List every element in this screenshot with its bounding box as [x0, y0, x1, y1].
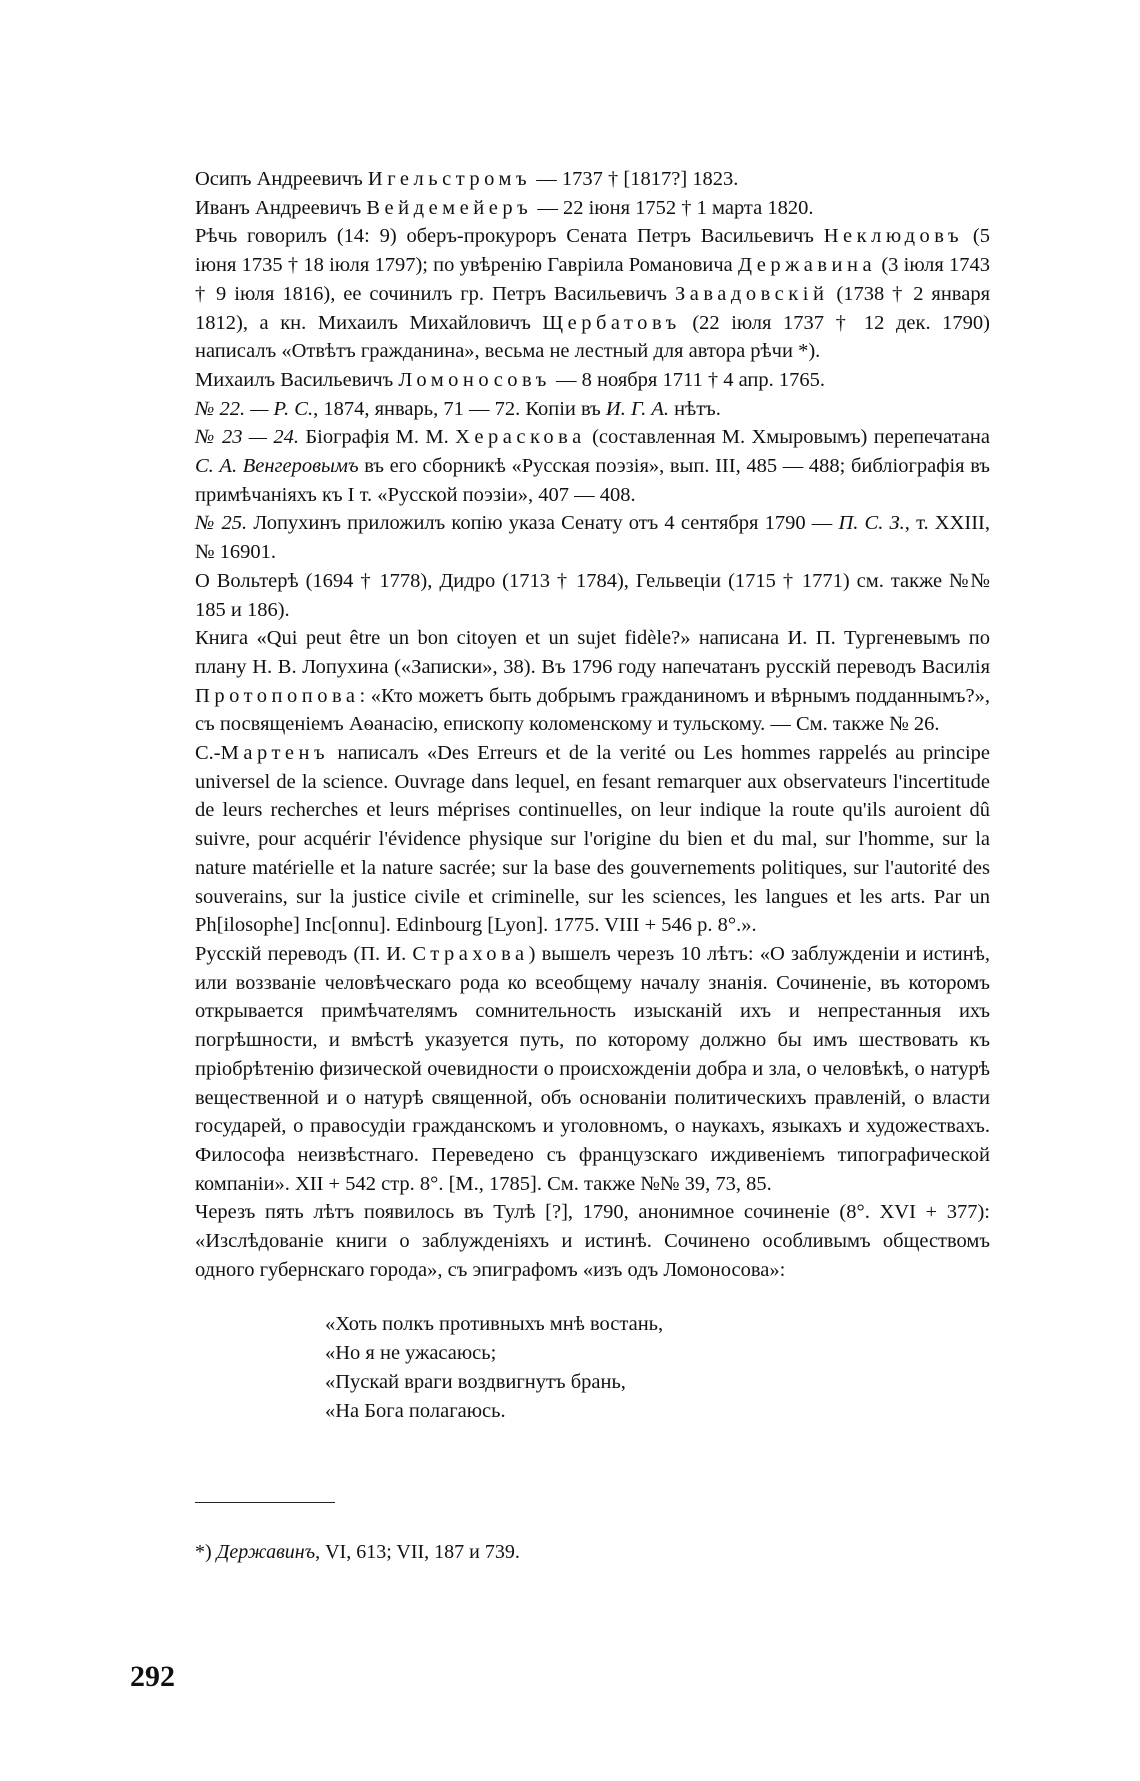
text-segment: написалъ «Des Erreurs et de la verité ou Les hommes rappelés au principe universel de la science. Ouvrage dans lequel, en fesant remarquer aux observateurs l'incertitude de leurs recherches et leurs méprises continuelles, on leur indique la route qu'ils auroient dû suivre, pour acquérir l'évidence physique sur l'origine du bien et du mal, sur l'homme, sur la nature matérielle et la nature sacrée; sur la base des gouvernements politiques, sur l'autorité des souverains, sur la justice civile et criminelle, sur les sciences, les langues et les arts. Par un Ph[ilosophe] Inc[onnu]. Edinbourg [Lyon]. 1775. VIII + 546 p. 8°.». [195, 742, 990, 937]
text-segment: — 1737 † [1817?] 1823. [531, 168, 739, 190]
text-segment: , т. XXIII, № 16901. [195, 512, 990, 564]
text-segment: Лопухинъ приложилъ копію указа Сенату отъ 4 сентября 1790 — [247, 512, 839, 535]
text-segment: (22 іюля 1737 † 12 дек. 1790) написалъ «Отвѣтъ гражданина», весьма не лестный для автора рѣчи *). [195, 311, 990, 363]
spaced-name: Протопопова [195, 684, 360, 707]
verse-line: «Пускай враги воздвигнутъ брань, [325, 1371, 626, 1394]
italic-text: № 23 — 24. [195, 426, 300, 449]
spaced-name: Завадовскій [674, 282, 829, 305]
text-segment: Біографія М. М. [299, 426, 456, 449]
paragraph [195, 222, 990, 366]
spaced-name: Ломоносовъ [398, 368, 551, 391]
paragraph [195, 194, 990, 223]
text-segment: Книга «Qui peut être un bon citoyen et un sujet fidèle?» написана И. П. Тургеневымъ по плану Н. В. Лопухина («Записки», 38). Въ 1796 году напечатанъ русскій переводъ Василія [195, 627, 990, 678]
text-segment: Михаилъ Васильевичъ [195, 368, 399, 391]
paragraph [195, 940, 990, 1198]
paragraph [195, 366, 990, 395]
text-segment: О Вольтерѣ (1694 † 1778), Дидро (1713 † 1784), Гельвеціи (1715 † 1771) см. также №№ 185 и 186). [195, 569, 990, 621]
text-segment: въ его сборникѣ «Русская поэзія», вып. III, 485 — 488; библіографія въ примѣчаніяхъ къ I т. «Русской поэзіи», 407 — 408. [195, 455, 991, 506]
spaced-name: Страхова [412, 942, 529, 965]
spaced-name: Вейдемейеръ [366, 196, 533, 219]
text-segment: — 22 іюня 1752 † 1 марта 1820. [532, 196, 814, 219]
paragraph [195, 165, 990, 194]
spaced-name: Хераскова [455, 426, 586, 449]
text-segment: (составленная М. Хмыровымъ) перепечатана [585, 426, 990, 449]
epigraph-verse [325, 1310, 990, 1426]
spaced-name: Мартенъ [220, 742, 330, 765]
text-segment: Черезъ пять лѣтъ появилось въ Тулѣ [?], 1790, анонимное сочиненіе (8°. XVI + 377): «Изслѣдованіе книги о заблужденіяхъ и истинѣ. Сочинено особливымъ обществомъ одного губернскаго города», съ эпиграфомъ «изъ одъ Ломоносова»: [195, 1201, 990, 1281]
text-segment: (3 іюля 1743 † 9 іюля 1816), ее сочинилъ гр. Петръ Васильевичъ [195, 254, 990, 305]
paragraph [195, 509, 990, 566]
text-segment: нѣтъ. [668, 397, 721, 420]
footnote-marker: *) [195, 1541, 212, 1563]
paragraph [195, 1198, 990, 1284]
spaced-name: Державина [737, 254, 877, 277]
footnote-author: Державинъ [216, 1541, 316, 1563]
footnote [195, 1538, 520, 1566]
page-body [195, 165, 990, 1426]
spaced-name: Неклюдовъ [823, 225, 964, 248]
text-segment: (5 іюня 1735 † 18 іюля 1797); по увѣренію Гавріила Романовича [195, 225, 991, 277]
text-segment: (1738 † 2 января 1812), а кн. Михаилъ Михайловичъ [195, 282, 990, 334]
spaced-name: Игельстромъ [367, 168, 532, 190]
verse-line: «Хоть полкъ противныхъ мнѣ востань, [325, 1313, 664, 1336]
italic-text: П. С. З. [838, 512, 905, 535]
text-segment: , 1874, январь, 71 — 72. Копіи въ [313, 397, 606, 420]
paragraph [195, 739, 990, 940]
paragraph [195, 395, 990, 424]
italic-text: И. Г. А. [605, 397, 669, 420]
italic-text: С. А. Венгеровымъ [195, 455, 359, 478]
text-segment: Иванъ Андреевичъ [195, 196, 367, 219]
italic-text: № 22. — Р. С. [195, 397, 314, 420]
footnote-text: , VI, 613; VII, 187 и 739. [315, 1541, 520, 1563]
spaced-name: Щербатовъ [542, 311, 681, 334]
paragraph [195, 423, 990, 509]
text-segment: Осипъ Андреевичъ [195, 168, 368, 190]
page-number: 292 [130, 1660, 175, 1693]
text-segment: С.- [195, 742, 221, 765]
footnote-divider [195, 1502, 335, 1503]
text-segment: : «Кто можетъ быть добрымъ гражданиномъ и вѣрнымъ подданнымъ?», съ посвященіемъ Аѳанасію, епископу коломенскому и тульскому. — См. также № 26. [195, 684, 990, 736]
text-segment: — 8 ноября 1711 † 4 апр. 1765. [550, 368, 826, 391]
verse-line: «Но я не ужасаюсь; [325, 1342, 497, 1365]
italic-text: № 25. [195, 512, 248, 535]
text-segment: Русскій переводъ (П. И. [195, 942, 413, 965]
text-segment: Рѣчь говорилъ (14: 9) оберъ-прокуроръ Сената Петръ Васильевичъ [195, 225, 824, 248]
text-segment: ) вышелъ черезъ 10 лѣтъ: «О заблужденіи и истинѣ, или воззваніе человѣческаго рода ко всеобщему началу знанія. Сочиненіе, въ которомъ открывается примѣчателямъ сомнительность изысканій ихъ и непрестанныя ихъ погрѣшности, и вмѣстѣ указуется путь, по которому должно бы имъ шествовать къ пріобрѣтенію физической очевидности о происхожденіи добра и зла, о человѣкѣ, о натурѣ вещественной и о натурѣ священной, объ основаніи политическихъ правленій, о власти государей, о правосудіи гражданскомъ и уголовномъ, о наукахъ, языкахъ и художествахъ. Философа неизвѣстнаго. Переведено съ французскаго иждивеніемъ типографической компаніи». XII + 542 стр. 8°. [М., 1785]. См. также №№ 39, 73, 85. [195, 942, 991, 1195]
verse-line: «На Бога полагаюсь. [325, 1400, 506, 1423]
paragraph [195, 567, 990, 624]
paragraph [195, 624, 990, 739]
